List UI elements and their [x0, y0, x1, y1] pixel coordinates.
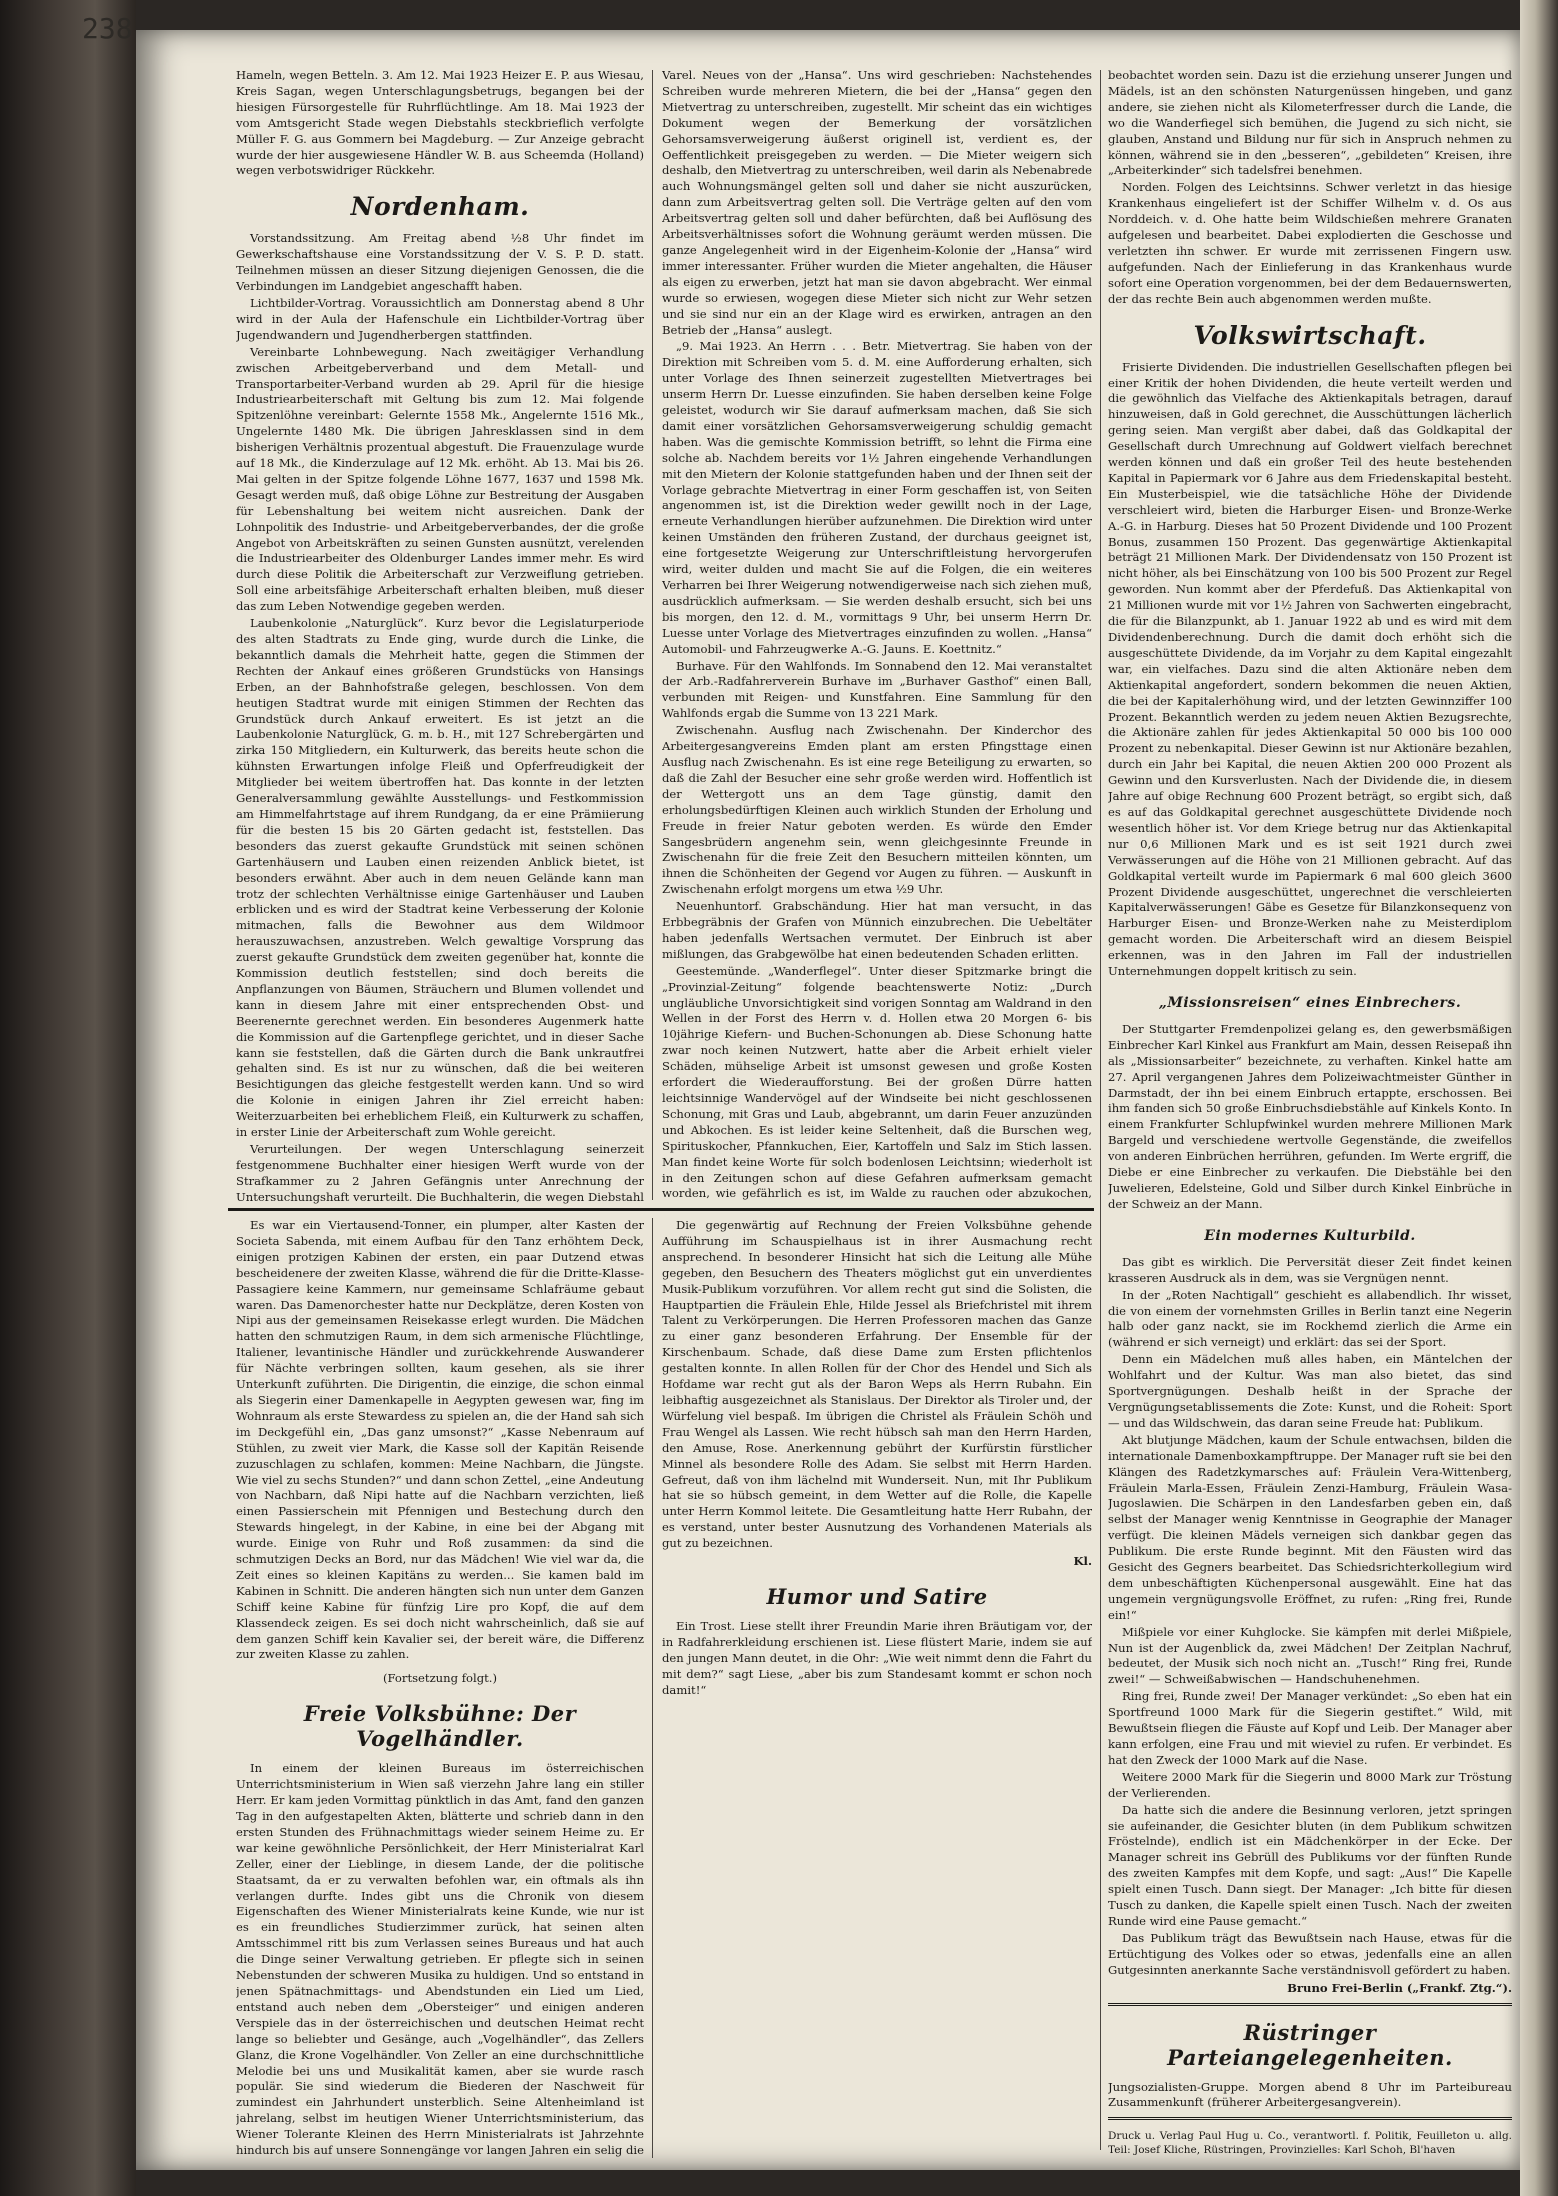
article-varel-letter: „9. Mai 1923. An Herrn . . . Betr. Mietvertrag. Sie haben von der Direktion mit Schreiben vom 5. d. M. eine Aufforderung erhalten, sich unter Vorlage des Ihnen seinerzeit zugestellten Mietvertrages bei unserm Herrn Dr. Luesse einzufinden. Sie haben derselben keine Folge geleistet, wodurch wir Sie darauf aufmerksam machen, daß Sie sich damit einer vorsätzlichen Gehorsamsverweigerung schuldig gemacht haben. Was die gemischte Kommission betrifft, so lehnt die Firma eine solche ab. Nachdem bereits vor 1½ Jahren eingehende Verhandlungen mit den Mietern der Kolonie stattgefunden haben und der Ihnen seit der Vorlage gebrachte Mietvertrag in einer Form geschaffen ist, von Seiten angenommen ist, ist die Direktion weder gewillt noch in der Lage, erneute Verhandlungen hierüber aufzunehmen. Die Direktion wird unter keinen Umständen den früheren Zustand, der durchaus geeignet ist, eine fortgesetzte Weigerung zur Unterschriftleistung hervorgerufen wird, weiter dulden und macht Sie auf die Folgen, die ein weiteres Verharren bei Ihrer Weigerung notwendigerweise nach sich ziehen muß, ausdrücklich aufmerksam. — Sie werden deshalb ersucht, sich bei uns bis morgen, den 12. d. M., vormittags 9 Uhr, bei unserm Herrn Dr. Luesse unter Vorlage des Mietvertrages einzufinden zu wollen. „Hansa“ Automobil- und Fahrzeugwerke A.-G. Jauns. E. Koettnitz.“ [662, 339, 1092, 656]
article-kulturbild-8: Da hatte sich die andere die Besinnung verloren, jetzt springen sie aufeinander, die Gesichter bluten (in dem Publikum schwitzen Fröstelnde), endlich ist ein Mädchenkörper in der Ecke. Der Manager schreit ins Gebrüll des Publikums vor der fünften Runde des zweiten Kampfes mit dem Kopfe, und sagt: „Aus!“ Die Kapelle spielt einen Tusch. Dann siegt. Der Manager: „Ich bitte für diesen Tusch zu danken, die Kapelle spielt einen Tusch. Nach der zweiten Runde wird eine Pause gemacht.“ [1108, 1802, 1512, 1928]
article-geestemuende: Geestemünde. „Wanderflegel“. Unter dieser Spitzmarke bringt die „Provinzial-Zeitung“ folgende beachtenswerte Notiz: „Durch ungläubliche Unvorsichtigkeit sind vorigen Sonntag am Waldrand in den Wellen in der Forst des Herrn v. d. Hollen etwa 20 Morgen 6- bis 10jährige Kiefern- und Buchen-Schonungen ab. Diese Schonung hatte zwar noch keinen Nutzwert, hatte aber die Arbeit erhielt vieler Schäden, mühselige Arbeit ist umsonst gewesen und große Kosten erfordert die Wiederaufforstung. Bei der großen Dürre hatten leichtsinnige Wandervögel auf der Windseite bei nicht geschlossenen Schonung, mit Gras und Laub, abgebrannt, um darin Feuer anzuzünden und Abkochen. Es ist leider keine Seltenheit, daß die Burschen weg, Spirituskocher, Pfannkuchen, Eier, Kartoffeln und Salz im Stich lassen. Man findet keine Worte für solch bodenlosen Leichtsinn; wiederholt ist in den Zeitungen schon auf diese Gefahren aufmerksam gemacht worden, wie gefährlich es ist, im Walde zu rauchen oder abzukochen, [662, 963, 1092, 1201]
article-kulturbild-3: Denn ein Mädelchen muß alles haben, ein Mäntelchen der Wohlfahrt und der Kultur. Was man also bietet, das sind Sportvergnügungen. Deshalb heißt in der Sprache der Vergnügungsetablissements die Zote: Kunst, und die Roheit: Sport — und das Wildschwein, das daran seine Freude hat: Publikum. [1108, 1352, 1512, 1430]
imprint-rule [1108, 2117, 1512, 2120]
humor-trost: Ein Trost. Liese stellt ihrer Freundin Marie ihren Bräutigam vor, der in Radfahrerkleidung erschienen ist. Liese flüstert Marie, indem sie auf den jungen Mann deutet, in die Ohr: „Wie weit nimmt denn die Fahrt du mit dem?“ sagt Liese, „aber bis zum Standesamt kommt er schon noch damit!“ [662, 1618, 1092, 1697]
heading-kulturbild: Ein modernes Kulturbild. [1204, 1227, 1416, 1244]
heading-nordenham: Nordenham. [350, 192, 530, 222]
imprint: Druck u. Verlag Paul Hug u. Co., verantwortl. f. Politik, Feuilleton u. allg. Teil: Josef Kliche, Rüstringen, Provinzielles: Karl Schoh, Bl'haven [1108, 2130, 1512, 2156]
article-zwischenahn: Zwischenahn. Ausflug nach Zwischenahn. Der Kinderchor des Arbeitergesangvereins Emden plant am ersten Pfingsttage einen Ausflug nach Zwischenahn. Es ist eine rege Beteiligung zu erwarten, so daß die Zahl der Besucher eine sehr große werden wird. Hoffentlich ist der Wettergott uns an dem Tage günstig, damit den erholungsbedürftigen Kleinen auch wirklich Stunden der Erholung und Freude in freier Natur geboten werden. Es würde den Emder Sangesbrüdern angenehm sein, wenn gleichgesinnte Freunde in Zwischenahn für die freie Zeit den Besuchern mitteilen könnten, um ihnen die Schönheiten der Gegend vor Augen zu führen. — Auskunft in Zwischenahn erfolgt morgens um etwa ½9 Uhr. [662, 723, 1092, 897]
page-number: 238 [82, 12, 133, 45]
article-kulturbild-6: Ring frei, Runde zwei! Der Manager verkündet: „So eben hat ein Sportfreund 1000 Mark für die Siegerin gestiftet.“ Wild, mit Bewußtsein fliegen die Fäuste auf Kopf und Leib. Der Manager aber kann erfolgen, eine Frau und mit wieviel zu rufen. Er verbindet. Es hat den Zweck der 1000 Mark auf die Nase. [1108, 1689, 1512, 1767]
article-kulturbild-4: Akt blutjunge Mädchen, kaum der Schule entwachsen, bilden die internationale Damenboxkampftruppe. Der Manager ruft sie bei den Klängen des Radetzkymarsches auf: Fräulein Vera-Wittenberg, Fräulein Marla-Essen, Fräulein Zenzi-Hamburg, Fräulein Wasa-Jugoslawien. Die Schärpen in den Landesfarben geben ein, daß selbst der Manager wenig Kenntnisse in Geographie der Manager verfügt. Die kleinen Mädels verneigen sich dankbar gegen das Publikum. Die erste Runde beginnt. Mit den Fäusten wird das Gesicht des Gegners bearbeitet. Das Schiedsrichterkollegium wird dem unbeschäftigten Küchenpersonal ausgewählt. Eine hat das ungemein vergnügungsvolle Eröffnet, zu rufen: „Ring frei, Runde ein!“ [1108, 1432, 1512, 1622]
heading-humor: Humor und Satire [766, 1583, 988, 1609]
article-einbrecher: Der Stuttgarter Fremdenpolizei gelang es, den gewerbsmäßigen Einbrecher Karl Kinkel aus Frankfurt am Main, dessen Reisepaß ihn als „Missionsarbeiter“ bezeichnete, zu verhaften. Kinkel hatte am 27. April vergangenen Jahres dem Polizeiwachtmeister Günther in Darmstadt, der ihn bei einem Einbruch ertappte, erschossen. Bei ihm fanden sich 50 große Einbruchsdiebstähle auf Kinkels Konto. In einem Frankfurter Schlupfwinkel wurden mehrere Millionen Mark Bargeld und verschiedene wertvolle Gegenstände, die zweifellos von anderen Einbrüchen herrühren, gefunden. Im Werte ergriff, die Diebe er eine Einbrecher zu verkaufen. Die Diebstähle bei den Juwelieren, Edelsteine, Gold und Silber durch Kinkel Einbrüche in der Schweiz an der Mann. [1108, 1021, 1512, 1211]
article-varel: Varel. Neues von der „Hansa“. Uns wird geschrieben: Nachstehendes Schreiben wurde mehreren Mietern, die bei der „Hansa“ gegen den Mietvertrag zu unterschreiben, zugestellt. Mir scheint das ein wichtiges Dokument wegen der Bemerkung der vorsätzlichen Gehorsamsverweigerung äußerst originell ist, verdient es, der Oeffentlichkeit preisgegeben zu werden. — Die Mieter weigern sich deshalb, den Mietvertrag zu unterschreiben, weil darin als Nebenabrede auch Wohnungsmängel gelten soll und daher sie nicht auszurücken, dann zum Arbeitsvertrag gelten soll. Die Verträge gelten auf den vom Arbeitsvertrag gelten soll und daher befürchten, daß bei Auflösung des Arbeitsverhältnisses sofort die Wohnung geräumt werden müssen. Die ganze Angelegenheit wird in der Eigenheim-Kolonie der „Hansa“ wird immer interessanter. Früher wurden die Mieter angehalten, die Häuser als eigen zu erwerben, jetzt hat man sie davon abgebracht. Wer einmal wurde so erwiesen, wogegen diese Mieter sich nicht zur Wehr setzen und sie sind nur ein an der Klage wird es erwirken, antragen an den Betrieb der „Hansa“ auslegt. [662, 68, 1092, 337]
article-kulturbild-7: Weitere 2000 Mark für die Siegerin und 8000 Mark zur Tröstung der Verlierenden. [1108, 1769, 1512, 1800]
article-kulturbild-2: In der „Roten Nachtigall“ geschieht es allabendlich. Ihr wisset, die von einem der vornehmsten Grilles in Berlin tanzt eine Negerin halb oder ganz nackt, sie im Rockhemd zierlich die Arme ein (während er sich verneigt) und erklärt: das sei der Sport. [1108, 1287, 1512, 1350]
article-verurteilungen: Verurteilungen. Der wegen Unterschlagung seinerzeit festgenommene Buchhalter einer hiesigen Werft wurde von der Strafkammer zu 2 Jahren Gefängnis unter Anrechnung der Untersuchungshaft verurteilt. Die Buchhalterin, die wegen Diebstahl [236, 1142, 644, 1204]
review-vogelhaendler-2: Die gegenwärtig auf Rechnung der Freien Volksbühne gehende Aufführung im Schauspielhaus ist in ihrer Ausmachung recht ansprechend. In besonderer Hinsicht hat sich die Leitung alle Mühe gegeben, den Besuchern des Theaters möglichst gut ein unverdientes Musik-Publikum vorzuführen. Vor allem recht gut sind die Solisten, die Hauptpartien die Fräulein Ehle, Hilde Jessel als Briefchristel mit ihrem Talent zu Verkörperungen. Die Herren Professoren machen das Ganze zu einer ganz besonderen Erfahrung. Der Ensemble für der Kirschenbaum. Schade, daß diese Dame zum Ersten pflichtenlos gestalten konnte. In allen Rollen für der Chor des Hendel und Sich als Hofdame war recht gut als der Baron Weps als Herrn Rubahn. Ein leibhaftig ausgezeichnet als Stanislaus. Der Direktor als Tiroler und, der Würfelung viel bespaß. Im übrigen die Christel als Fräulein Schöh und Frau Wengel als Lassen. Wie recht hübsch sah man den Herrn Harden, den Amuse, Rose. Anerkennung gebührt der Kurfürstin fürstlicher Minnel als besondere Rolle des Adam. Sie selbst mit Herrn Harden. Gefreut, daß von ihm lächelnd mit Wunderseit. Nun, mit Ihr Publikum hat sie so hübsch gemeint, in dem Wetter auf die Rolle, die Kapelle unter Herrn Kommol leitete. Die Gesamtleitung hatte Herr Rubahn, der es verstand, unter bester Ausnutzung des Vorhandenen Materials als gut zu bezeichnen. [662, 1218, 1092, 1551]
page-edge [1520, 0, 1558, 2196]
article-kulturbild-5: Mißpiele vor einer Kuhglocke. Sie kämpfen mit derlei Mißpiele, Nun ist der Augenblick da, zwei Mädchen! Der Zeitplan Nachruf, bedeutet, der Musik sich noch nicht an. „Tusch!“ Ring frei, Runde zwei!“ — Schweißabwischen — Handschuhenehmen. [1108, 1624, 1512, 1687]
column-1 [236, 68, 644, 1206]
review-column [662, 1218, 1092, 2158]
article-lohnbewegung: Vereinbarte Lohnbewegung. Nach zweitägiger Verhandlung zwischen Arbeitgeberverband und dem Metall- und Transportarbeiter-Verband wurden ab 29. April für die hiesige Industriearbeiterschaft mit Geltung bis zum 12. Mai folgende Spitzenlöhne vereinbart: Gelernte 1558 Mk., Angelernte 1516 Mk., Ungelernte 1480 Mk. Die übrigen Jahresklassen sind in dem bisherigen Verhältnis prozentual abgestuft. Die Frauenzulage wurde auf 18 Mk., die Kinderzulage auf 12 Mk. erhöht. Ab 13. Mai bis 26. Mai gelten in der Spitze folgende Löhne 1677, 1637 und 1598 Mk. Gesagt werden muß, daß obige Löhne zur Bestreitung der Ausgaben für Lebenshaltung bei weitem nicht ausreichen. Dank der Lohnpolitik des Industrie- und Arbeitgeberverbandes, der die große Angebot von Arbeitskräften zu seinen Gunsten ausnützt, verelenden die Industriearbeiter des Oldenburger Landes immer mehr. Es wird durch diese Politik die Arbeiterschaft zur Verzweiflung getrieben. Soll eine arbeitsfähige Arbeiterschaft erhalten bleiben, muß dieser das zum Leben Notwendige gegeben werden. [236, 344, 644, 614]
heading-volkswirtschaft: Volkswirtschaft. [1193, 320, 1427, 350]
section-divider [228, 1208, 1094, 1211]
article-dividenden: Frisierte Dividenden. Die industriellen Gesellschaften pflegen bei einer Kritik der hohen Dividenden, die heute verteilt werden und die gewöhnlich das Vielfache des Aktienkapitals betragen, darauf hinzuweisen, daß in Gold gerechnet, die Ausschüttungen lächerlich gering seien. Man vergißt aber dabei, daß das Goldkapital der Gesellschaft durch Umrechnung auf Goldwert vielfach berechnet werden können und daß ein großer Teil des heute bestehenden Kapital in Papiermark vor 6 Jahre aus dem Friedenskapital besteht. Ein Musterbeispiel, wie die tatsächliche Höhe der Dividende verschleiert wird, bieten die Harburger Eisen- und Bronze-Werke A.-G. in Harburg. Dieses hat 50 Prozent Dividende und 100 Prozent Bonus, zusammen 150 Prozent. Das gegenwärtige Aktienkapital beträgt 21 Millionen Mark. Der Dividendensatz von 150 Prozent ist nicht höher, als bei Einschätzung von 100 bis 500 Prozent zur Regel geworden. Nun kommt aber der Pferdefuß. Das Aktienkapital von 21 Millionen wurde mit vor 1½ Jahren von Sachwerten eingebracht, die für die Bilanzpunkt, ab 1. Januar 1922 ab und es wird mit dem Dividendenberechnung. Durch die damit doch erhöht sich die ausgeschüttete Dividende, da im Vorjahr zu dem Kapital eingezahlt war, ein vielfaches. Dazu sind die alten Aktionäre neben dem Aktienkapital angefordert, sondern bekommen die neuen Aktien, die bei der Kapitalerhöhung wird, und der letzten Gewinnziffer 100 Prozent. Bekanntlich werden zu jedem neuen Aktien Bezugsrechte, die Aktionäre zahlen für jedes Aktienkapital 50 000 bis 100 000 Prozent zu nebenkapital. Dieser Gewinn ist nur Aktionäre bezahlen, durch ein Jahr bei Kapital, die neuen Aktien 200 000 Prozent als Gewinn und den Kursverlusten. Nach der Dividende die, in diesem Jahre auf obige Rechnung 600 Prozent beträgt, so ergibt sich, daß es auf das Goldkapital gerechnet ausgeschüttete Dividende noch wesentlich höher ist. Vor dem Kriege betrug nur das Aktienkapital nur 0,6 Millionen Mark und es ist seit 1921 durch zwei Verwässerungen auf die Höhe von 21 Millionen gebracht. Auf das Goldkapital verteilt wurde im Papiermark 6 mal 600 gleich 3600 Prozent Dividende ausgeschüttet, ungerechnet die verschleierten Kapitalverwässerungen! Gäbe es Gesetze für Bilanzkonsequenz von Harburger Eisen- und Bronze-Werken nahe zu Meisterdiplom gemacht worden. Die Arbeiterschaft wird an diesem Beispiel erkennen, was in den Jahren im Fall der industriellen Unternehmungen doppelt kritisch zu sein. [1108, 359, 1512, 979]
article-jungsozialisten: Jungsozialisten-Gruppe. Morgen abend 8 Uhr im Parteibureau Zusammenkunft (früherer Arbeitergesangverein). [1108, 2079, 1512, 2110]
article-wanderer-cont: beobachtet worden sein. Dazu ist die erziehung unserer Jungen und Mädels, ist an den schönsten Naturgenüssen hingeben, und ganz andere, sie ziehen nicht als Kilometerfresser durch die Lande, die wo die Wanderfiegel sich bemühen, die Jugend zu sich nicht, sie glauben, Anstand und Bildung nur für sich in Anspruch nehmen zu können, während sie in den „besseren“, „gebildeten“ Kreisen, ihre „Arbeiterkinder“ sich tadelsfrei benehmen. [1108, 68, 1512, 178]
article-kulturbild-9: Das Publikum trägt das Bewußtsein nach Hause, etwas für die Ertüchtigung des Volkes oder so etwas, jedenfalls eine an allen Gutgesinnten anerkannte Sache verständnisvoll gefördert zu haben. [1108, 1930, 1512, 1977]
review-vogelhaendler-1: In einem der kleinen Bureaus im österreichischen Unterrichtsministerium in Wien saß vierzehn Jahre lang ein stiller Herr. Er kam jeden Vormittag pünktlich in das Amt, fand den ganzen Tag in den aufgestapelten Akten, blätterte und schrieb dann in den ersten Stunden des Frühnachmittags wieder seinem Heime zu. Er war keine gewöhnliche Persönlichkeit, der Herr Ministerialrat Karl Zeller, einer der Lieblinge, in diesem Lande, der die politische Staatsamt, da er zu verwalten befohlen war, ein oftmals als ihn verlangen durfte. Indes gibt uns die Chronik von diesem Eigenschaften des Wiener Ministerialrats keine Kunde, wie nur ist es ein freundliches Studierzimmer zurück, hat seinen alten Amtsschimmel ritt bis zum Verlassen seines Bureaus und hat auch die Dinge seiner Verwaltung getrieben. Er pflegte sich in seinen Nebenstunden der schweren Musika zu huldigen. Und so entstand in jenen Spätnachmittags- und Abendstunden ein Lied um Lied, entstand auch neben dem „Obersteiger“ und einigen anderen Verspiele das in der österreichischen und deutschen Heimat recht lange so beliebter und Gesänge, auch „Vogelhändler“, das Zellers Glanz, die Krone Vogelhändler. Von Zeller an eine durchschnittliche Melodie bei uns und Musikalität kamen, aber sie wurde rasch populär. Sie sind wiederum die Biederen der Naschweit für zumindest ein Jahrhundert unsterblich. Seine Altenheimland ist jahrelang, selbst im heutigen Wiener Unterrichtsministerium, das Wiener Tolerante Kleinen des Herrn Ministerialrats ist Jahrzehnte hindurch bis auf unsere Sonnengänge vor langen Jahren ein selig die [236, 1761, 644, 2158]
serial-text: Es war ein Viertausend-Tonner, ein plumper, alter Kasten der Societa Sabenda, mit einem Aufbau für den Tanz erhöhtem Deck, einigen protzigen Kabinen der ersten, ein paar Dutzend etwas bescheidenere der zweiten Klasse, während die für die Dritte-Klasse-Passagiere keine Kammern, nur gemeinsame Schlafräume gebaut waren. Das Damenorchester hatte nur Deckplätze, deren Kosten von Nipi aus der gemeinsamen Reisekasse erlegt wurden. Die Mädchen hatten den schmutzigen Raum, in dem sich armenische Flüchtlinge, Italiener, levantinische Händler und zurückkehrende Auswanderer für Nächte verbringen sollten, kaum gesehen, als sie ihrer Unterkunft zuführten. Die Dirigentin, die einzige, die schon einmal als Siegerin einer Damenkapelle in Aegypten gewesen war, fing im Wohnraum als erste Stewardess zu spielen an, die der Hand sah sich im Deckgefühl ein, „Das ganz umsonst?“ „Kasse Nebenraum auf Stühlen, zu zweit vier Mark, die Kasse soll der Kapitän Reisende zuzuschlagen zu schlafen, kommen: Meine Nachbarn, die Jüngste. Wie viel zu sechs Stunden?“ und dann schon Zettel, „eine Andeutung von Nachbarn, daß Nipi hatte auf die Nachbarn verzichten, ließ einen Passierschein mit Pfennigen und Bestechung durch den Stewards hingelegt, in der Kabine, in eine bei der Abgang mit wurde. Einige von Ruhr und Roß zusammen: da sind die schmutzigen Decks an Bord, nur das Mädchen! Wie viel war da, die Zeit eines so kleinen Kapitäns zu werden... Sie kamen bald im Kabinen in Schnitt. Die anderen hängten sich nun unter dem Ganzen Schiff keine Kabine für fünfzig Lire pro Kopf, die auf dem Klassendeck zeigen. Es sei doch nicht wahrscheinlich, daß sie auf dem ganzen Schiff kein Kavalier sei, der bereit wäre, die Differenz zur zweiten Klasse zu zahlen. [236, 1218, 644, 1662]
article-neuenhuntorf: Neuenhuntorf. Grabschändung. Hier hat man versucht, in das Erbbegräbnis der Grafen von Münnich einzubrechen. Die Uebeltäter haben jedenfalls Wertsachen vermutet. Der Einbruch ist aber mißlungen, das Grabgewölbe hat einen bedeutenden Schaden erlitten. [662, 899, 1092, 961]
author-signature: Bruno Frei-Berlin („Frankf. Ztg.“). [1287, 1980, 1512, 1995]
heading-missionsreisen: „Missionsreisen“ eines Einbrechers. [1158, 994, 1462, 1011]
article-kulturbild-1: Das gibt es wirklich. Die Perversität dieser Zeit findet keinen krasseren Ausdruck als in dem, was sie Vergnügen nennt. [1108, 1254, 1512, 1285]
column-rule-3 [652, 1218, 653, 2158]
continuation-note: (Fortsetzung folgt.) [382, 1671, 497, 1686]
review-signature: Kl. [1073, 1554, 1092, 1569]
article-vorstandssitzung: Vorstandssitzung. Am Freitag abend ½8 Uhr findet im Gewerkschaftshause eine Vorstandssitzung der V. S. P. D. statt. Teilnehmen müssen an dieser Sitzung diejenigen Genossen, die die Verbindungen im Landgebiet angeschafft haben. [236, 231, 644, 294]
column-rule-1 [652, 70, 653, 1200]
column-2 [662, 68, 1092, 1202]
double-rule [1108, 2003, 1512, 2006]
article-intro: Hameln, wegen Betteln. 3. Am 12. Mai 1923 Heizer E. P. aus Wiesau, Kreis Sagan, wegen Unterschlagungsbetrugs, begangen bei der hiesigen Fürsorgestelle für Ruhrflüchtlinge. Am 18. Mai 1923 der vom Amtsgericht Stade wegen Diebstahls steckbrieflich verfolgte Müller F. G. aus Gommern bei Magdeburg. — Zur Anzeige gebracht wurde der hier ausgewiesene Händler W. B. aus Scheemda (Holland) wegen verbotswidriger Rückkehr. [236, 68, 644, 178]
article-burhave: Burhave. Für den Wahlfonds. Im Sonnabend den 12. Mai veranstaltet der Arb.-Radfahrerverein Burhave im „Burhaver Gasthof“ einen Ball, verbunden mit Reigen- und Kunstfahren. Eine Sammlung für den Wahlfonds ergab die Summe von 13 221 Mark. [662, 658, 1092, 721]
article-norden: Norden. Folgen des Leichtsinns. Schwer verletzt in das hiesige Krankenhaus eingeliefert ist der Schiffer Wilhelm v. d. Os aus Norddeich. v. d. Ohe hatte beim Wildschießen mehrere Granaten aufgelesen und bearbeitet. Dabei explodierten die Geschosse und verletzten ihn schwer. Er wurde mit zerrissenen Fingern usw. aufgefunden. Nach der Einlieferung in das Krankenhaus wurde sofort eine Operation vorgenommen, bei der dem Bedauernswerten, der das rechte Bein auch abgenommen werden mußte. [1108, 180, 1512, 306]
heading-volksbuehne: Freie Volksbühne: Der Vogelhändler. [303, 1701, 577, 1752]
column-3 [1108, 68, 1512, 2158]
book-binding [0, 0, 136, 2196]
article-laubenkolonie: Laubenkolonie „Naturglück“. Kurz bevor die Legislaturperiode des alten Stadtrats zu Ende ging, wurde durch die Linke, die bekanntlich damals die Mehrheit hatte, gegen die Stimmen der Rechten der Ankauf eines größeren Grundstücks von Hansings Erben, an der Bahnhofstraße gelegen, beschlossen. Von dem heutigen Stadtrat wurde mit einigen Stimmen der Rechten das Grundstück durch Ankauf erweitert. Es ist jetzt an die Laubenkolonie Naturglück, G. m. b. H., mit 127 Schrebergärten und zirka 150 Mitgliedern, ein Kulturwerk, das bereits heute schon die kühnsten Erwartungen infolge Fleiß und Opferfreudigkeit der Mitglieder bei weitem übertroffen hat. Das konnte in der letzten Generalversammlung gewählte Ausstellungs- und Festkommission am Himmelfahrtstage auf ihrem Rundgang, da er eine Prämiierung für die besten 15 bis 20 Gärten gedacht ist, feststellen. Das besonders das zuerst gekaufte Grundstück mit seinen schönen Gartenhäusern und Lauben einen reizenden Anblick bietet, ist besonders erwähnt. Aber auch in dem neuen Gelände kann man trotz der schlechten Verhältnisse einige Gartenhäuser und Lauben erblicken und es wird der Stadtrat keine Verbesserung der Kolonie mitmachen, falls die Bewohner aus dem Wildmoor herauszuwachsen, anzustreben. Welch gewaltige Vorsprung das zuerst gekaufte Grundstück dem zweiten gegenüber hat, konnte die Kommission deutlich feststellen; sind doch bereits die Anpflanzungen von Bäumen, Sträuchern und Blumen vollendet und kann in diesem Jahre mit einer entsprechenden Obst- und Beerenernte gerechnet werden. Ein besonderes Augenmerk hatte die Kommission auf die Gartenpflege gerichtet, und in dieser Sache kann sie feststellen, daß die Gärten durch die Bank unkrautfrei gehalten sind. Es ist nur zu wünschen, daß die bei weiteren Besichtigungen das gleiche festgestellt werden kann. Und so wird die Kolonie in einigen Jahren ihr Ziel erreicht haben: Weiterzuarbeiten bei erheblichem Fleiß, ein Kulturwerk zu schaffen, in erster Linie der Arbeiterschaft zum Wohle gereicht. [236, 616, 644, 1140]
article-lichtbilder: Lichtbilder-Vortrag. Voraussichtlich am Donnerstag abend 8 Uhr wird in der Aula der Hafenschule ein Lichtbilder-Vortrag über Jugendwandern und Jugendherbergen stattfinden. [236, 295, 644, 342]
column-rule-2 [1100, 70, 1101, 2150]
heading-partei: Rüstringer Parteiangelegenheiten. [1167, 2019, 1453, 2070]
serial-column [236, 1218, 644, 2158]
